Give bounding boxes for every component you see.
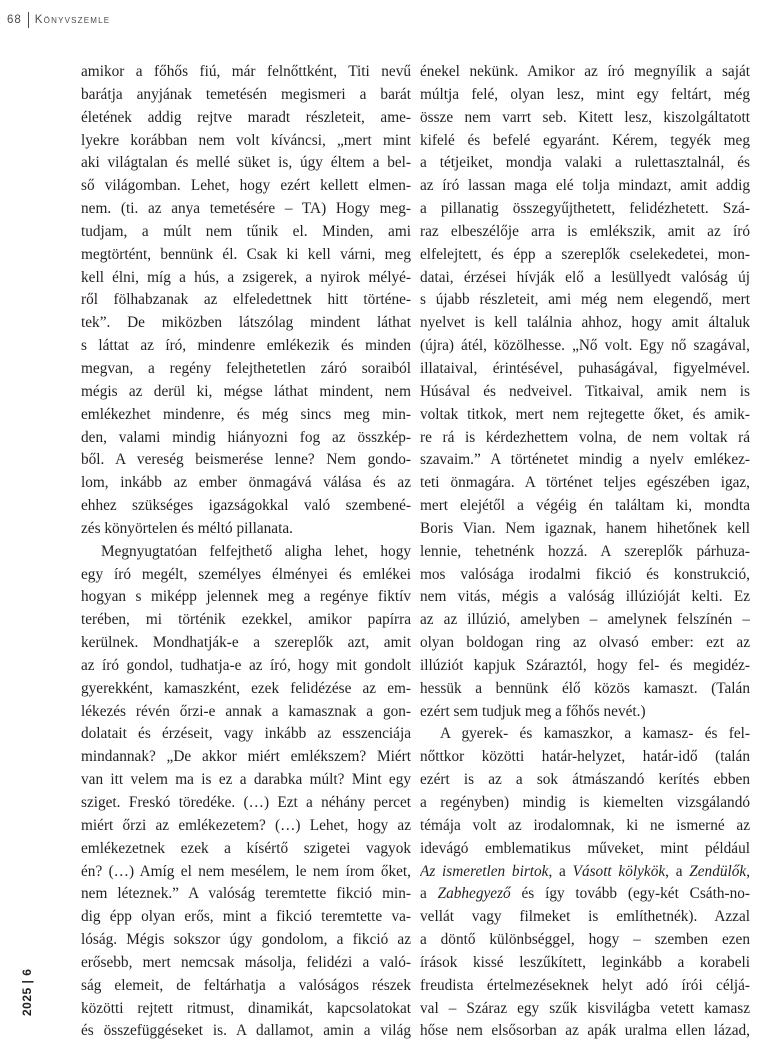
text-line: én? (…) Amíg el nem mesélem, le nem írom őket, xyxy=(81,862,411,880)
text-line: freudista értelmezéseknek helyt adó írói céljá- xyxy=(420,976,750,994)
text-line: hőse nem elsősorban az apák uralma ellen lázad, xyxy=(420,1022,750,1040)
text-line: nőttkor közötti határ-helyzet, határ-idő (talán xyxy=(420,748,750,766)
book-title: Zabhegyező xyxy=(437,885,511,903)
text-line: írások kissé leszűkített, leginkább a korabeli xyxy=(420,953,750,971)
text-line: életének addig rejtve maradt részleteit, ame- xyxy=(81,108,411,126)
book-title: Az ismeretlen birtok xyxy=(420,862,549,880)
text-line: mégis az derül ki, mégse láthat mindent, nem xyxy=(81,382,411,400)
text-line: Boris Vian. Nem igaznak, hanem hihetőnek kell xyxy=(420,519,750,537)
text-line: ből. A vereség beismerése lenne? Nem gondo- xyxy=(81,451,411,469)
text-line: nyelvet is kell találnia ahhoz, hogy amit általuk xyxy=(420,314,750,332)
text-line: témája volt az irodalomnak, ki ne ismerné az xyxy=(420,816,750,834)
text-line: datai, érzései hívják elő a lesüllyedt valóság új xyxy=(420,268,750,286)
text-line: (újra) átél, közölhesse. „Nő volt. Egy nő szagával, xyxy=(420,337,750,355)
left-column xyxy=(81,61,411,1043)
text-line: megtörtént, bennünk él. Csak ki kell várni, meg xyxy=(81,245,411,263)
text-line: és összefüggéseket is. A dallamot, amin a világ xyxy=(81,1022,411,1040)
text-line: voltak titkok, mert nem rejtegette őket, és amik- xyxy=(420,405,750,423)
text-line: a döntő különbséggel, hogy – szemben ezen xyxy=(420,931,750,949)
text-line: ső világomban. Lehet, hogy ezért kellett elmen- xyxy=(81,177,411,195)
book-title: Zendülők xyxy=(689,862,747,880)
text-line: hessük a bennünk élő közös kamaszt. (Talán xyxy=(420,679,750,697)
text-line: nem léteznek.” A valóság teremtette fikció min- xyxy=(81,885,411,903)
text-line: mos valósága irodalmi fikció és konstrukció, xyxy=(420,565,750,583)
text-line: olyan boldogan ring az olvasó ember: ezt az xyxy=(420,634,750,652)
text-line: miért őrzi az emlékezetem? (…) Lehet, hogy az xyxy=(81,816,411,834)
header-divider xyxy=(28,12,29,28)
text-line: Húsával és nedveivel. Titkaival, amik nem is xyxy=(420,382,750,400)
text-line: erősebb, mert nemcsak másolja, felidézi a való- xyxy=(81,953,411,971)
text-line: lékezés révén őrzi-e annak a kamasznak a gon- xyxy=(81,702,411,720)
text-line: megvan, a regény felejthetetlen záró soraiból xyxy=(81,359,411,377)
text-line: van itt velem ma is ez a darabka múlt? Mint egy xyxy=(81,771,411,789)
text-line: ehhez szükséges igazságokkal való szembené- xyxy=(81,497,411,515)
text-line: tek”. De miközben látszólag mindent láthat xyxy=(81,314,411,332)
text-line: mert elejétől a végéig én találtam ki, mondta xyxy=(420,497,750,515)
text-line: re rá is kérdezhettem volna, de nem voltak rá xyxy=(420,428,750,446)
text-line: dig épp olyan erős, mint a fikció teremtette va- xyxy=(81,908,411,926)
text-line: teti önmagára. A történet teljes egészében igaz, xyxy=(420,474,750,492)
text-line: illataival, érintésével, puhaságával, figyelmével. xyxy=(420,359,750,377)
text-line: ság elemeit, de feltárhatja a valóságos részek xyxy=(81,976,411,994)
text-line: az író gondol, tudhatja-e az író, hogy mit gondolt xyxy=(81,656,411,674)
text-line: Megnyugtatóan felfejthető aligha lehet, hogy xyxy=(101,542,411,560)
text-line: A gyerek- és kamaszkor, a kamasz- és fel- xyxy=(440,725,750,743)
running-header xyxy=(7,10,110,30)
book-title: Vásott kölykök xyxy=(572,862,666,880)
issue-label: 2025 | 6 xyxy=(20,968,34,1016)
text-line: s láttat az író, mindenre emlékezik és minden xyxy=(81,337,411,355)
text-line: gyerekként, kamaszként, ezek felidézése az em- xyxy=(81,679,411,697)
text-line: nem vitás, mégis a valóság illúzióját kelti. Ez xyxy=(420,588,750,606)
text-line: elfelejtett, és épp a szereplők cselekedetei, mon- xyxy=(420,245,750,263)
text-line: ezért sem tudjuk meg a főhős nevét.) xyxy=(420,702,646,720)
text-line: közötti rejtett ritmust, dinamikát, kapcsolatokat xyxy=(81,999,411,1017)
text-line: barátja anyjának temetésén megismeri a barát xyxy=(81,85,411,103)
text-line: a pillanatig összegyűjthetett, felidézhetett. Szá- xyxy=(420,200,750,218)
text-line: aki világtalan és mellé süket is, úgy éltem a bel- xyxy=(81,154,411,172)
text-line: ezért is az a sok átmászandó kerítés ebben xyxy=(420,771,750,789)
text-line: illúziót kapjuk Száraztól, hogy fel- és megidéz- xyxy=(420,656,750,674)
text-line: énekel nekünk. Amikor az író megnyílik a saját xyxy=(420,63,750,80)
text-line: sziget. Freskó töredéke. (…) Ezt a néhány percet xyxy=(81,794,411,811)
text-line: egy író megélt, személyes élményei és emlékei xyxy=(81,565,411,583)
text-line: kerülnek. Mondhatják-e a szereplők azt, amit xyxy=(81,634,411,652)
text-line: s újabb részleteit, ami még nem elegendő, mert xyxy=(420,291,750,309)
text-line: kifelé és befelé egyaránt. Kérem, tegyék meg xyxy=(420,131,750,149)
text-line: lom, inkább az ember önmagává válása és az xyxy=(81,474,411,492)
text-line: raz elbeszélője arra is emlékszik, amit az író xyxy=(420,222,750,240)
text-line: mindannak? „De akkor miért emlékszem? Miért xyxy=(81,748,411,766)
text-line: emlékezhet mindenre, és még sincs meg min- xyxy=(81,405,411,423)
right-column xyxy=(420,61,750,1043)
text-line-with-titles: a Zabhegyező és így tovább (egy-két Csáth-no- xyxy=(420,885,750,903)
text-line: lennie, tehetnénk hozzá. A szereplők párhuza- xyxy=(420,542,750,560)
text-line: lyekre korábban nem volt kíváncsi, „mert mint xyxy=(81,131,411,149)
text-line: hogyan s miképp jelennek meg a regénye fiktív xyxy=(81,588,411,606)
text-line: amikor a főhős fiú, már felnőttként, Titi nevű xyxy=(81,63,411,80)
text-line: nem. (ti. az anya temetésére – TA) Hogy meg- xyxy=(81,200,411,218)
text-line: den, valami mindig hiányozni fog az összkép- xyxy=(81,428,411,446)
issue-marker xyxy=(2,960,36,1020)
text-line: tudjam, a múlt nem tűnik el. Minden, ami xyxy=(81,222,411,240)
journal-name: Könyvszemle xyxy=(34,14,111,26)
text-line: dolatait és érzéseit, vagy inkább az esszenciája xyxy=(81,725,411,743)
text-line: emlékezetnek ezek a kísértő szigetei vagyok xyxy=(81,839,411,857)
text-line: zés könyörtelen és méltó pillanata. xyxy=(81,519,293,537)
text-line: a regényben) mindig is kiemelten vizsgálandó xyxy=(420,794,750,811)
text-line: szavaim.” A történetet mindig a nyelv emlékez- xyxy=(420,451,750,469)
text-line: lóság. Mégis sokszor úgy gondolom, a fikció az xyxy=(81,931,411,949)
text-line: össze nem varrt seb. Kitett lesz, kiszolgáltatott xyxy=(420,108,750,126)
text-line: terében, mi történik ezekkel, amikor papírra xyxy=(81,611,411,629)
text-line-with-titles: Az ismeretlen birtok, a Vásott kölykök, a Zendülők, xyxy=(420,862,750,880)
text-line: val – Száraz egy szűk kisvilágba vetett kamasz xyxy=(420,999,750,1017)
text-line: a tétjeiket, mondja valaki a rulettasztalnál, és xyxy=(420,154,750,172)
text-line: vellát vagy filmeket is említhetnék). Azzal xyxy=(420,908,750,926)
text-line: az az illúzió, amelyben – amelynek felszínén – xyxy=(420,611,750,629)
text-line: múltja felé, olyan lesz, mint egy feltárt, még xyxy=(420,85,750,103)
text-line: idevágó emblematikus műveket, mint például xyxy=(420,839,750,857)
text-line: kell élni, míg a hús, a zsigerek, a nyirok mélyé- xyxy=(81,268,411,286)
text-line: az író lassan maga elé tolja mindazt, amit addig xyxy=(420,177,750,195)
text-line: ről fölhabzanak az elfeledettnek hitt történe- xyxy=(81,291,411,309)
page-number: 68 xyxy=(7,14,22,26)
